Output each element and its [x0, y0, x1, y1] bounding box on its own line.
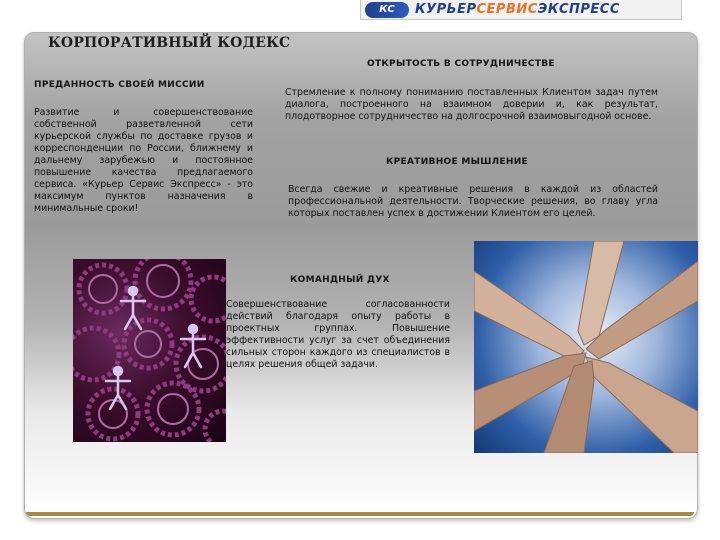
logo-text-part-c: ЭКСПРЕСС — [537, 2, 620, 17]
creative-text: Всегда свежие и креативные решения в каждой из областей профессиональной деятельности. Творческие решения, во главу угла которых поставлен успех в достижении Клиентом его целей. — [288, 184, 658, 219]
company-logo — [360, 0, 682, 20]
openness-text: Стремление к полному пониманию поставленных Клиентом задач путем диалога, построенного на взаимном доверии и, как результат, плодотворное сотрудничество на долгосрочной взаимовыгодной основе. — [285, 87, 658, 122]
logo-text — [415, 2, 620, 17]
logo-text-part-a: КУРЬЕР — [415, 2, 477, 17]
slide-title: КОРПОРАТИВНЫЙ КОДЕКС — [48, 35, 291, 51]
creative-heading: КРЕАТИВНОЕ МЫШЛЕНИЕ — [386, 157, 528, 167]
openness-heading: ОТКРЫТОСТЬ В СОТРУДНИЧЕСТВЕ — [367, 59, 555, 69]
gears-illustration — [73, 259, 226, 442]
team-text: Совершенствование согласованности действий благодаря опыту работы в проектных группах. Повышение эффективности услуг за счет объединения сильных сторон каждого из специалистов в целях решения общей задачи. — [226, 299, 450, 370]
mission-heading: ПРЕДАННОСТЬ СВОЕЙ МИССИИ — [34, 80, 205, 90]
slide-bottom-border — [26, 512, 694, 516]
mission-text: Развитие и совершенствование собственной разветвленной сети курьерской службы по доставке грузов и корреспонденции по России, ближнему и дальнему зарубежью и постоянное повышение качества предлагаемого сервиса. «Курьер Сервис Экспресс» - это максимум пунктов назначения в минимальные сроки! — [34, 107, 253, 214]
logo-badge — [365, 2, 409, 18]
gears-and-figures-image — [73, 259, 226, 442]
team-heading: КОМАНДНЫЙ ДУХ — [290, 275, 390, 285]
stacked-hands-image — [474, 241, 698, 453]
logo-text-part-b: СЕРВИС — [476, 2, 538, 17]
logo-badge-text: КС — [379, 4, 395, 15]
hands-illustration — [474, 241, 698, 453]
